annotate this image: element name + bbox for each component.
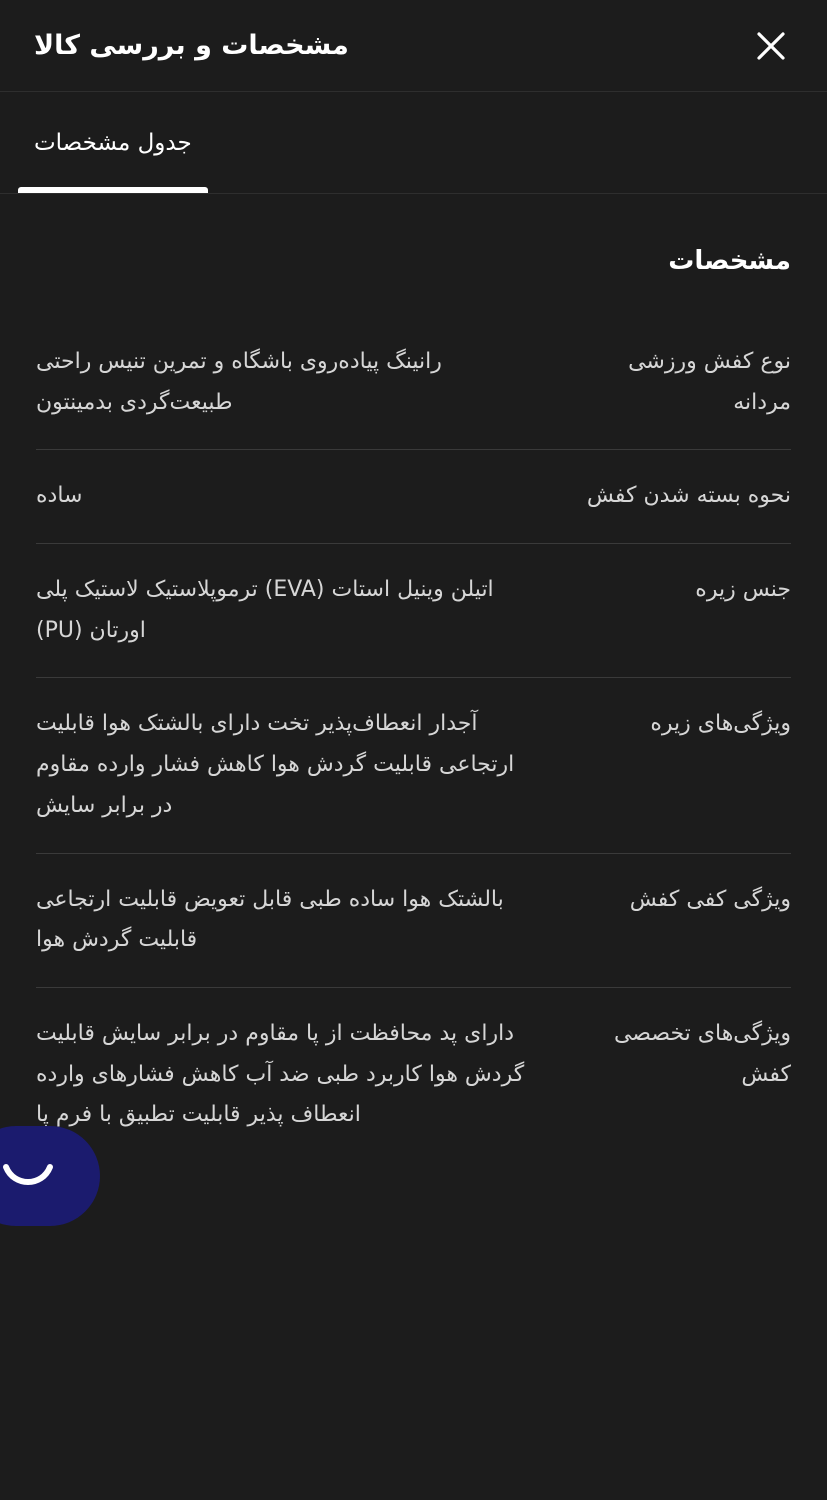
spec-value: رانینگ پیاده‌روی باشگاه و تمرین تنیس راحتی طبیعت‌گردی بدمینتون (36, 349, 442, 415)
close-icon (751, 26, 791, 66)
spec-key: نحوه بسته شدن کفش (586, 483, 791, 509)
section-title: مشخصات (668, 246, 791, 276)
specs-content (0, 194, 827, 1500)
table-row (36, 853, 791, 987)
spec-key: جنس زیره (695, 577, 791, 603)
spec-value: اتیلن وینیل استات (EVA) ترموپلاستیک لاستیک پلی اورتان (PU) (36, 577, 494, 643)
chat-smile-icon (10, 1159, 56, 1193)
tab-bar (0, 92, 827, 194)
page-title: مشخصات و بررسی کالا (34, 30, 349, 61)
spec-value: آجدار انعطاف‌پذیر تخت دارای بالشتک هوا قابلیت ارتجاعی قابلیت گردش هوا کاهش فشار وارده مقاوم در برابر سایش (36, 711, 515, 818)
table-row (36, 316, 791, 450)
table-row (36, 544, 791, 678)
table-row (36, 987, 791, 1162)
spec-value: بالشتک هوا ساده طبی قابل تعویض قابلیت ارتجاعی قابلیت گردش هوا (36, 886, 504, 953)
table-row (36, 450, 791, 544)
table-row (36, 678, 791, 853)
header-bar (0, 0, 827, 92)
spec-key: ویژگی‌های تخصصی کفش (613, 1020, 791, 1087)
spec-key: ویژگی کفی کفش (629, 886, 791, 912)
chat-support-button[interactable] (0, 1126, 100, 1226)
spec-key: نوع کفش ورزشی مردانه (628, 349, 791, 415)
spec-value: دارای پد محافظت از پا مقاوم در برابر سایش قابلیت گردش هوا کاربرد طبی ضد آب کاهش فشارهای وارده انعطاف پذیر قابلیت تطبیق با فرم پا (36, 1020, 525, 1128)
tab-specs-table[interactable] (0, 92, 226, 193)
specs-table (36, 316, 791, 1162)
spec-value: ساده (36, 483, 83, 509)
spec-key: ویژگی‌های زیره (650, 711, 791, 737)
tab-label: جدول مشخصات (34, 129, 192, 156)
close-button[interactable] (745, 20, 797, 72)
